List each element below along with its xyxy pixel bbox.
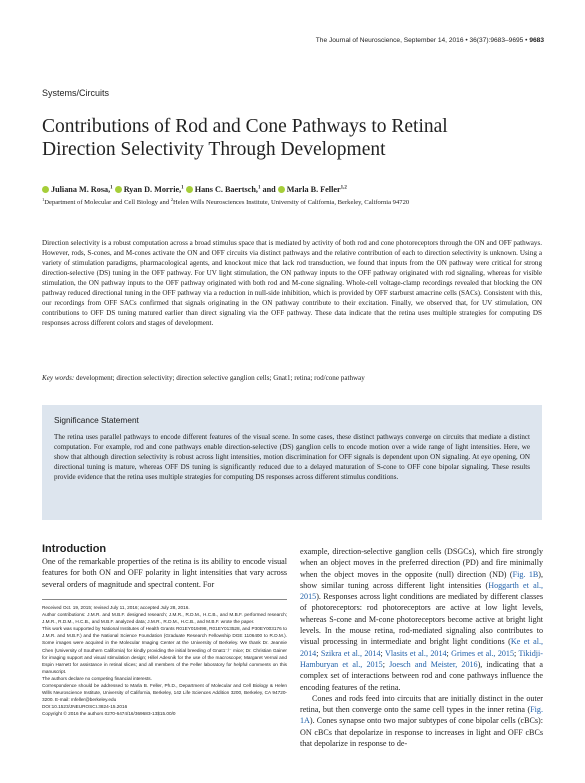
journal-citation: • 36(37):9683–9695 • — [463, 37, 530, 44]
citation-link[interactable]: Ke et al., 2014 — [300, 637, 543, 658]
citation-link[interactable]: Grimes et al., 2015 — [451, 648, 515, 658]
affiliation-text: Helen Wills Neurosciences Institute, University of California, Berkeley, California 94720 — [173, 199, 410, 207]
footnote-contributions: Author contributions: J.M.R. and M.B.F. designed research; J.M.R., R.D.M., H.C.B., and M.B.F. performed research; J.M.R., R.D.M., H.C.B., and M.B.F. analyzed data; J.M.R., R.D.M., H.C.B., and M.B.F. wrote the paper. — [42, 612, 287, 625]
body-text: ; — [382, 659, 390, 669]
body-text: ; — [514, 648, 519, 658]
body-text: ), show similar tuning across different light intensities ( — [300, 569, 543, 590]
introduction-heading: Introduction — [42, 543, 107, 555]
body-text: ). Cones synapse onto two major subtypes of cone bipolar cells (cBCs): ON cBCs that depolarize in response to increases in light and OFF cBCs that depolarize in response to de- — [300, 716, 543, 749]
footnote-correspondence: Correspondence should be addressed to Marla B. Feller, Ph.D., Department of Molecular and Cell Biology & Helen Wills Neuroscience Institute, University of California, Berkeley, 142 Life Sciences Addition 3200, Berkeley, CA 94720-3200. E-mail: mfeller@berkeley.edu — [42, 683, 287, 703]
keywords-text: development; direction selectivity; direction selective ganglion cells; Gnat1; retina; rod/cone pathway — [74, 374, 365, 382]
citation-link[interactable]: Hoggarth et al., 2015 — [300, 580, 543, 602]
author-affiliation-sup: 1,2 — [340, 185, 347, 191]
author-conjunction: and — [262, 185, 276, 194]
footnote-received: Received Oct. 19, 2015; revised July 11, 2016; accepted July 28, 2016. — [42, 605, 190, 610]
keywords-label: Key words: — [42, 374, 75, 382]
author-affiliation-sup: 1 — [181, 185, 184, 191]
footnotes — [42, 604, 287, 718]
footnote-divider — [42, 599, 287, 600]
journal-name: The Journal of Neuroscience, September 14, 2016 — [315, 37, 464, 44]
intro-left-column: One of the remarkable properties of the retina is its ability to encode visual features for both ON and OFF polarity in light intensities that vary across several orders of magnitude and spectral content. For — [42, 557, 287, 589]
citation-link[interactable]: Tikidji-Hamburyan et al., 2015 — [300, 648, 543, 669]
section-label: Systems/Circuits — [42, 88, 110, 98]
keywords — [42, 374, 542, 382]
body-text: ), indicating that a complex set of interactions between rod and cone pathways influence the encoding features of the retina. — [300, 659, 543, 692]
figure-link[interactable]: Fig. 1A — [300, 705, 543, 726]
significance-text: The retina uses parallel pathways to encode different features of the visual scene. In some cases, these distinct pathways converge on circuits that mediate a distinct computation. For example, rod and cone pathways enable direction-selective (DS) ganglion cells to encode motion over a wide range of light intensities. Here, we show that although direction selectivity is robust across light intensities, motion discrimination for OFF signals is dependent upon ON signaling. At eye opening, ON directional tuning is mature, whereas OFF DS tuning is significantly reduced due to a delayed maturation of S-cone to OFF cone bipolar signaling. These results provide evidence that the retina uses multiple strategies for computing DS responses across different stimulus conditions. — [54, 433, 530, 482]
figure-link[interactable]: Fig. 1B — [512, 569, 539, 579]
intro-right-column — [300, 546, 543, 749]
affiliation-sup: 2 — [170, 197, 174, 202]
body-text: example, direction-selective ganglion cells (DSGCs), which fire strongly when an object moves in the preferred direction (PD) and fire minimally when the object moves in the opposite (null) direction (ND) ( — [300, 547, 543, 579]
affiliation-sup: 1 — [42, 197, 45, 202]
author-name[interactable]: Hans C. Baertsch, — [194, 185, 258, 194]
citation-link[interactable]: Joesch and Meister, 2016 — [389, 659, 478, 669]
significance-title: Significance Statement — [54, 415, 139, 425]
abstract: Direction selectivity is a robust computation across a broad stimulus space that is mediated by activity of both rod and cone photoreceptors through the ON and OFF pathways. However, rods, S-cones, and M-cones activate the ON and OFF circuits via distinct pathways and the relative contribution of each to direction selectivity is unknown. Using a variety of stimulation paradigms, pharmacological agents, and knockout mice that lack rod transduction, we found that inputs from the ON pathway were critical for strong direction-selective (DS) tuning in the OFF pathway. For UV light stimulation, the ON pathway inputs to the OFF pathway originated with rod signaling, whereas for visible stimulation, the ON pathway inputs to the OFF pathway originated with both rod and M-cone signaling. Whole-cell voltage-clamp recordings revealed that blocking the ON pathway reduced directional tuning in the OFF pathway via a reduction in null-side inhibition, which is provided by OFF starburst amacrine cells (SACs). Consistent with this, our recordings from OFF SACs confirmed that signals originating in the ON pathway contribute to their excitation. Finally, we observed that, for UV stimulation, ON contributions to OFF DS tuning matured earlier than direct signaling via the OFF pathway. These data indicate that the retina uses multiple strategies for computing DS responses across different colors and stages of development. — [42, 239, 542, 328]
body-text: ). Responses across light conditions are mediated by different classes of photoreceptors: rod photoreceptors are active at low light levels, whereas S-cone and M-cone photoreceptors become active at bright light levels. In the mouse retina, rod-mediated signaling also contributes to visual processing in intermediate and bright light conditions ( — [300, 592, 543, 647]
author-name[interactable]: Marla B. Feller — [286, 185, 341, 194]
intro-paragraph — [300, 693, 543, 749]
body-text: Cones and rods feed into circuits that are initially distinct in the outer retina, but then converge onto the same cell types in the inner retina ( — [300, 693, 543, 715]
author-list — [42, 185, 347, 194]
significance-statement-box — [42, 405, 542, 520]
affiliations — [42, 197, 409, 206]
body-text: ; — [380, 648, 386, 658]
affiliation-text: Department of Molecular and Cell Biology and — [44, 199, 171, 207]
orcid-icon[interactable] — [186, 186, 193, 193]
footnote-copyright: Copyright © 2016 the authors 0270-6474/16/369683-13$15.00/0 — [42, 711, 176, 717]
intro-paragraph — [300, 546, 543, 693]
body-text: ; — [446, 648, 452, 658]
footnote-funding: This work was supported by National Institutes of Health Grants R01EY019498, R01EY013528, and P30EY003176 to J.M.R. and M.B.F.) and the National Science Foundation (Graduate Research Fellowship DGE 1106400 to R.D.M.). Some images were acquired in the Molecular Imaging Center at the University of Berkeley. We thank Dr. Jeannie Chen (University of Southern California) for kindly providing the initial breeding of Gnat1⁻/⁻ mice; Dr. Christian Gainer for imaging support and visual stimulation design; Hillel Adesnik for the use of the macroscope; Margaret Vernal and Espin Harnett for assistance in retinal slices; and all members of the Feller laboratory for helpful comments on this manuscript. — [42, 626, 287, 674]
citation-link[interactable]: Szikra et al., 2014 — [320, 648, 381, 658]
orcid-icon[interactable] — [115, 186, 122, 193]
body-text: ; — [316, 648, 321, 658]
page-number: 9683 — [529, 37, 544, 44]
citation-link[interactable]: Vlasits et al., 2014 — [385, 648, 447, 658]
author-affiliation-sup: 1 — [257, 185, 261, 191]
article-title: Contributions of Rod and Cone Pathways to Retinal Direction Selectivity Through Development — [42, 116, 448, 160]
author-affiliation-sup: 1 — [110, 185, 113, 191]
author-name[interactable]: Juliana M. Rosa, — [51, 185, 111, 194]
journal-header — [316, 37, 544, 44]
footnote-competing-interests: The authors declare no competing financial interests. — [42, 675, 152, 681]
orcid-icon[interactable] — [42, 186, 49, 193]
orcid-icon[interactable] — [278, 186, 285, 193]
author-name[interactable]: Ryan D. Morrie, — [123, 185, 182, 194]
footnote-doi: DOI:10.1523/JNEUROSCI.3824-15.2016 — [42, 704, 128, 710]
